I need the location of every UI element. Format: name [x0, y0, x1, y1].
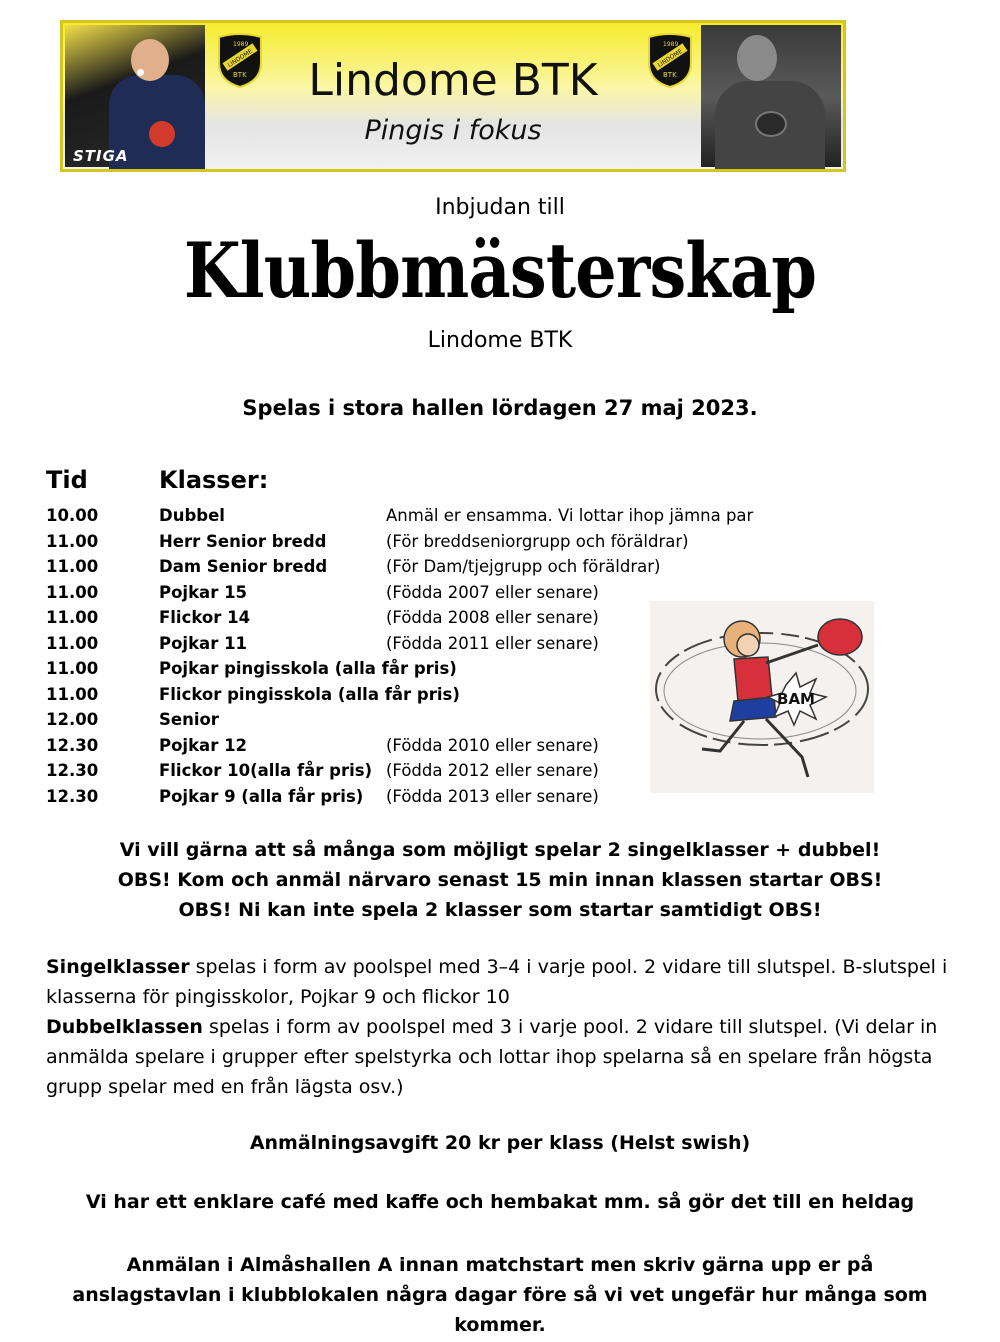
fee-line: Anmälningsavgift 20 kr per klass (Helst swish)	[249, 1132, 751, 1154]
notice-line: OBS! Ni kan inte spela 2 klasser som startar samtidigt OBS!	[178, 899, 822, 921]
singles-text: spelas i form av poolspel med 3–4 i varje pool. 2 vidare till slutspel. B-slutspel i klasserna för pingisskolor, Pojkar 9 och flickor 10	[46, 956, 948, 1008]
row-class: Pojkar 9 (alla får pris)	[159, 786, 364, 806]
doubles-text: spelas i form av poolspel med 3 i varje pool. 2 vidare till slutspel. (Vi delar in anmälda spelare i grupper efter spelstyrka och lottar ihop spelarna så en spelare från högsta grupp spelar med en från lägsta osv.)	[46, 1016, 938, 1098]
row-note: (Födda 2012 eller senare)	[386, 761, 599, 780]
table-row	[46, 506, 806, 532]
player-photo-right	[701, 25, 841, 167]
row-class: Flickor 14	[159, 608, 251, 627]
row-class: Pojkar 12	[159, 735, 248, 755]
row-note: (Födda 2013 eller senare)	[386, 786, 599, 806]
column-header-time: Tid	[46, 466, 88, 494]
date-line: Spelas i stora hallen lördagen 27 maj 2023.	[242, 396, 758, 420]
row-time: 11.00	[46, 557, 99, 576]
row-time: 11.00	[46, 659, 99, 678]
row-time: 11.00	[46, 531, 99, 551]
club-name: Lindome BTK	[427, 328, 573, 353]
intro-text: Inbjudan till	[435, 195, 565, 220]
cartoon-text: BAM	[777, 690, 815, 708]
row-time: 11.00	[46, 608, 99, 627]
row-note: (För Dam/tjejgrupp och föräldrar)	[386, 557, 661, 576]
player-photo-left	[65, 25, 205, 167]
doubles-label: Dubbelklassen	[46, 1016, 203, 1038]
svg-text:LINDOME: LINDOME	[656, 47, 684, 69]
page-title: Klubbmästerskap	[183, 226, 817, 315]
row-time: 12.30	[46, 761, 99, 780]
schedule-header	[46, 466, 806, 506]
svg-text:BTK: BTK	[233, 71, 247, 79]
row-note: (Födda 2008 eller senare)	[386, 608, 599, 627]
row-note: (Födda 2007 eller senare)	[386, 582, 599, 602]
svg-text:BTK: BTK	[663, 71, 677, 79]
row-class: Pojkar pingisskola (alla får pris)	[159, 659, 457, 678]
row-class: Dubbel	[159, 506, 225, 525]
row-time: 10.00	[46, 506, 99, 525]
table-row	[46, 557, 806, 583]
rules-text	[46, 952, 966, 1102]
table-tennis-cartoon-icon	[650, 601, 874, 793]
row-class: Pojkar 11	[159, 633, 248, 653]
signup-text: Anmälan i Almåshallen A innan matchstart men skriv gärna upp er på anslagstavlan i klubblokalen några dagar före så vi vet ungefär hur många som kommer.	[72, 1254, 928, 1336]
svg-text:LINDOME: LINDOME	[226, 47, 254, 69]
row-time: 11.00	[46, 582, 99, 602]
singles-label: Singelklasser	[46, 956, 190, 978]
row-class: Herr Senior bredd	[159, 531, 327, 551]
table-row	[46, 532, 806, 558]
notice-line: OBS! Kom och anmäl närvaro senast 15 min innan klassen startar OBS!	[117, 869, 883, 891]
svg-text:1989: 1989	[663, 41, 679, 48]
row-note: (Födda 2010 eller senare)	[386, 735, 599, 755]
row-time: 11.00	[46, 633, 99, 653]
row-note: (Födda 2011 eller senare)	[386, 633, 599, 653]
notice-block	[0, 835, 1000, 925]
svg-text:1989: 1989	[233, 41, 249, 48]
row-class: Flickor 10(alla får pris)	[159, 761, 373, 780]
row-class: Senior	[159, 710, 219, 729]
banner-title: Lindome BTK	[308, 55, 598, 106]
row-class: Dam Senior bredd	[159, 557, 328, 576]
cafe-line: Vi har ett enklare café med kaffe och hembakat mm. så gör det till en heldag	[85, 1191, 915, 1213]
club-badge-icon	[647, 33, 693, 89]
row-time: 12.30	[46, 786, 99, 806]
column-header-class: Klasser:	[159, 466, 269, 494]
row-note: (För breddseniorgrupp och föräldrar)	[386, 531, 689, 551]
row-note: Anmäl er ensamma. Vi lottar ihop jämna par	[386, 506, 754, 525]
banner-subtitle: Pingis i fokus	[364, 115, 542, 146]
row-time: 12.00	[46, 710, 99, 729]
row-class: Flickor pingisskola (alla får pris)	[159, 684, 460, 704]
singles-rule	[46, 952, 966, 1012]
sponsor-logo: STIGA	[73, 147, 129, 165]
doubles-rule	[46, 1012, 966, 1102]
row-time: 12.30	[46, 735, 99, 755]
row-class: Pojkar 15	[159, 582, 248, 602]
row-time: 11.00	[46, 684, 99, 704]
club-banner	[60, 20, 846, 172]
notice-line: Vi vill gärna att så många som möjligt spelar 2 singelklasser + dubbel!	[119, 839, 881, 861]
